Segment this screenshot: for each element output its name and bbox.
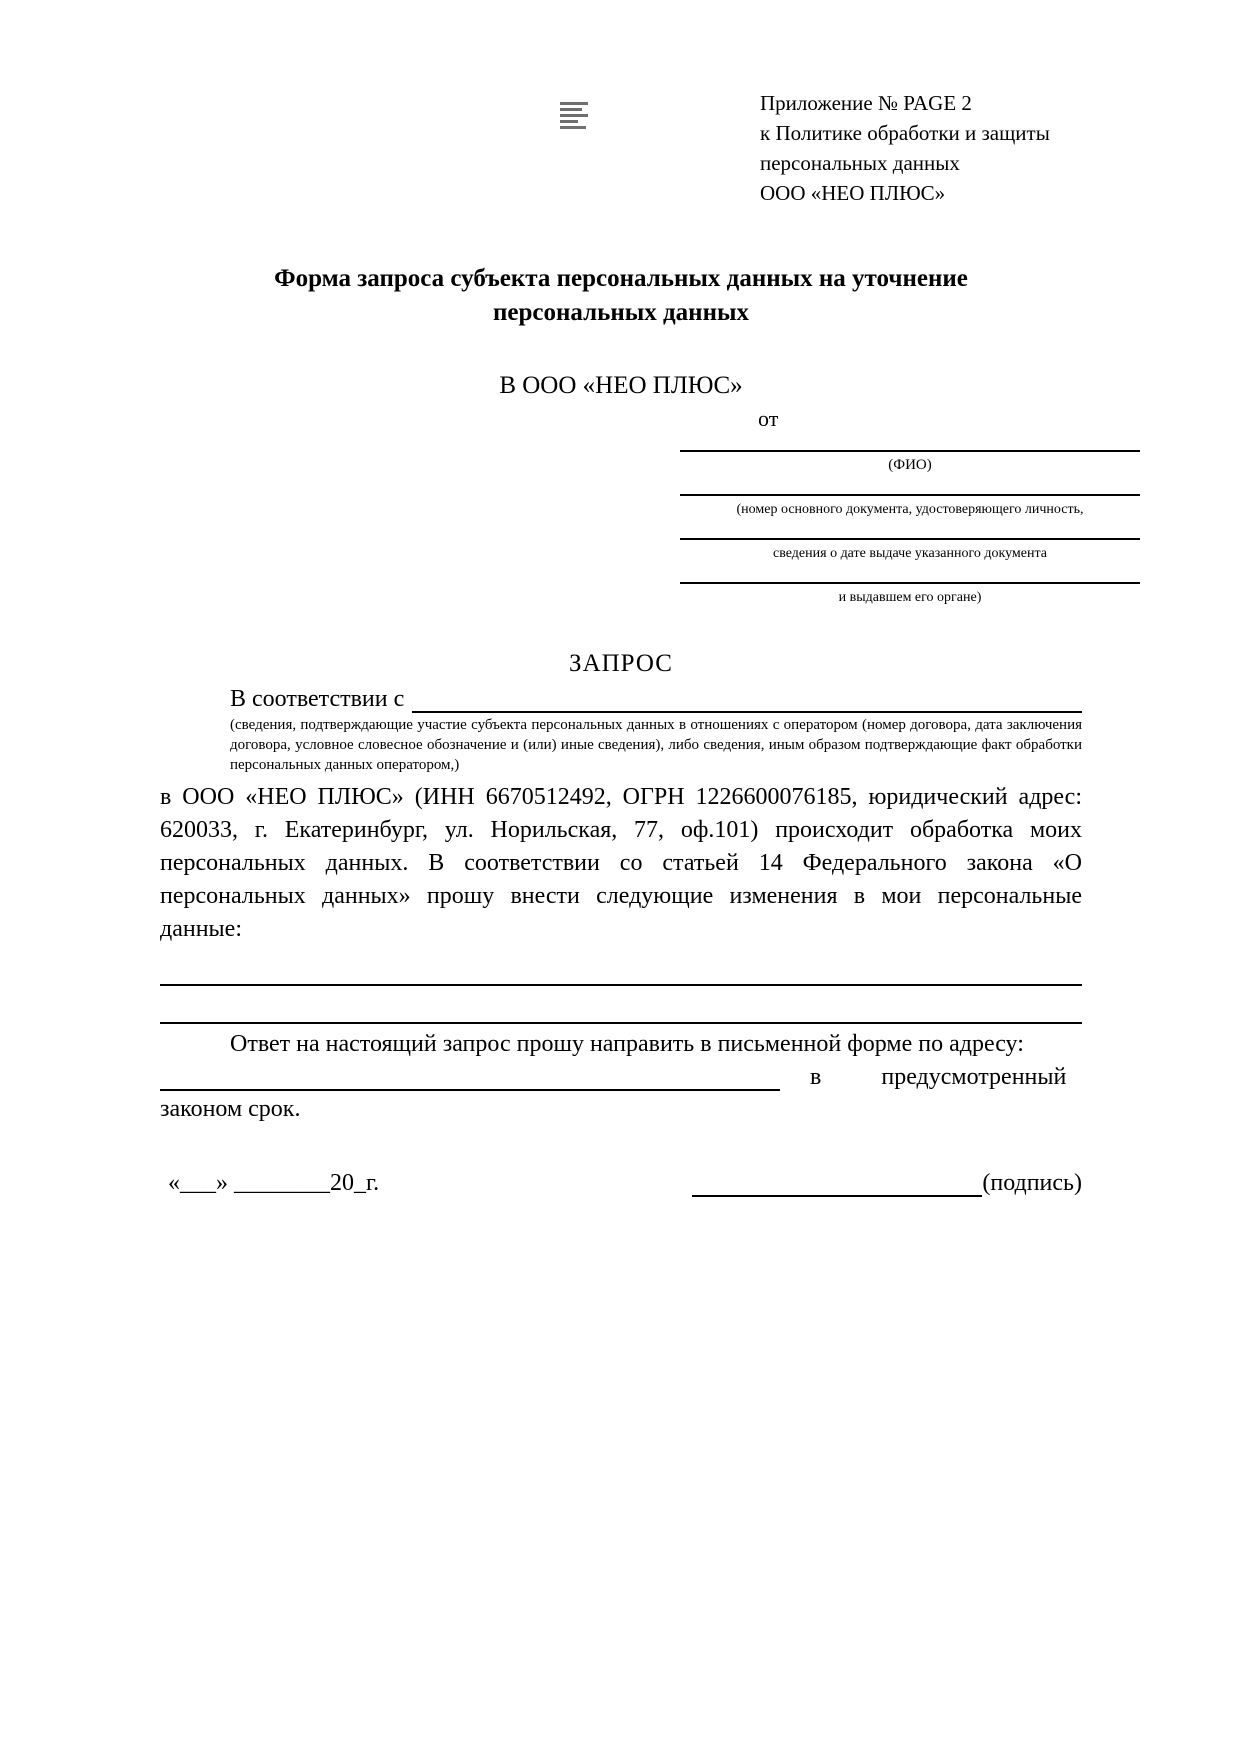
document-date-input-line[interactable] <box>680 522 1140 540</box>
appendix-line-1: Приложение № PAGE 2 <box>760 91 972 115</box>
changes-input-line-2[interactable] <box>160 992 1082 1024</box>
fio-input-line[interactable] <box>680 434 1140 452</box>
request-heading: ЗАПРОС <box>569 650 673 677</box>
applicant-details-block <box>680 406 1140 608</box>
appendix-line-2: к Политике обработки и защиты <box>760 121 1050 145</box>
from-label: от <box>758 406 779 431</box>
fio-caption: (ФИО) <box>888 457 932 473</box>
document-lines-icon <box>560 102 620 132</box>
date-placeholder[interactable]: «___» ________20_г. <box>168 1170 380 1196</box>
signature-input-line[interactable] <box>692 1171 982 1197</box>
request-lead-row <box>160 686 1082 713</box>
answer-tail-text: в <box>810 1064 822 1090</box>
document-issuer-input-line[interactable] <box>680 566 1140 584</box>
request-body-paragraph: в ООО «НЕО ПЛЮС» (ИНН 6670512492, ОГРН 1226600076185, юридический адрес: 620033, г. Екатеринбург, ул. Норильская, 77, оф.101) происходит обработка моих персональных данных. В соответствии со статьей 14 Федерального закона «О персональных данных» прошу внести следующие изменения в мои персональные данные: <box>160 784 1082 942</box>
document-issuer-caption: и выдавшем его органе) <box>838 590 982 605</box>
appendix-line-4: ООО «НЕО ПЛЮС» <box>760 181 946 205</box>
answer-after-text: законом срок. <box>160 1096 301 1122</box>
appendix-block <box>760 88 1050 208</box>
signature-row <box>160 1170 1082 1197</box>
document-number-input-line[interactable] <box>680 478 1140 496</box>
page-title: Форма запроса субъекта персональных данных на уточнение персональных данных <box>274 265 968 326</box>
appendix-line-3: персональных данных <box>760 151 960 175</box>
addressee-organization: В ООО «НЕО ПЛЮС» <box>499 372 743 399</box>
answer-tail-text-2: предусмотренный <box>881 1064 1067 1090</box>
request-lead-label: В соответствии с <box>230 686 405 712</box>
answer-address-row <box>160 1063 1082 1091</box>
answer-request-text: Ответ на настоящий запрос прошу направить в письменной форме по адресу: <box>230 1031 1024 1057</box>
document-number-caption: (номер основного документа, удостоверяющего личность, <box>736 502 1084 517</box>
request-basis-input-line[interactable] <box>412 689 1082 713</box>
document-header <box>160 0 1082 208</box>
signature-label: (подпись) <box>982 1170 1082 1196</box>
answer-address-input-line[interactable] <box>160 1063 780 1091</box>
changes-input-line-1[interactable] <box>160 954 1082 986</box>
request-basis-note: (сведения, подтверждающие участие субъекта персональных данных в отношениях с оператором (номер договора, дата заключения договора, условное словесное обозначение и (или) иные сведения), либо сведения, иным образом подтверждающие факт обработки персональных данных оператором,) <box>230 717 1082 773</box>
document-date-caption: сведения о дате выдаче указанного документа <box>773 546 1047 561</box>
